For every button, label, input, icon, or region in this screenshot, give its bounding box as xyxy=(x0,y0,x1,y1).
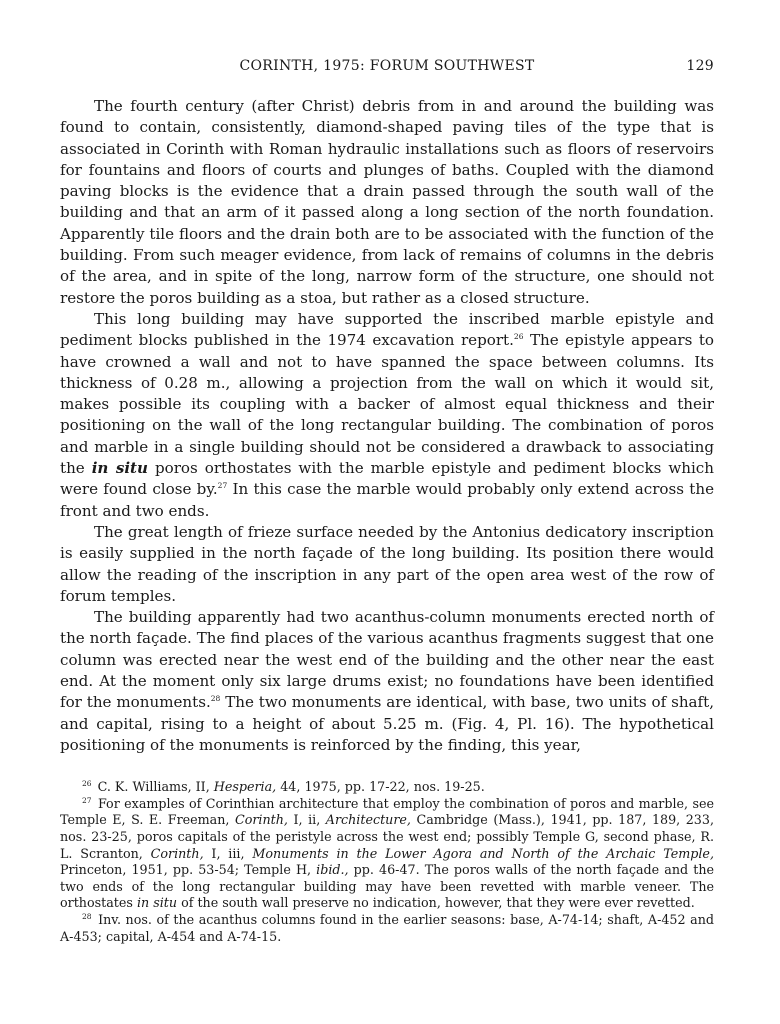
paragraph-2-italic: in situ xyxy=(91,459,148,478)
running-head xyxy=(60,58,714,78)
footnote-26-italic-1: Hesperia, xyxy=(213,779,277,795)
footnote-ref-26[interactable]: 26 xyxy=(513,332,524,342)
page-number: 129 xyxy=(686,58,714,74)
paragraph-2-text-b: The epistyle appears to have crowned a wall and not to have spanned the space between columns. Its thickness of 0.28 m., allowing a projection from the wall on which it would sit, makes possible its coupling with a backer of almost equal thickness and their positioning on the wall of the long rectangular building. The combination of poros and marble in a single building should not be considered a drawback to associating the xyxy=(60,331,714,478)
footnote-27-italic-5: ibid., xyxy=(316,862,349,878)
footnote-28-text-1: Inv. nos. of the acanthus columns found in the earlier seasons: base, A-74-14; shaft, A-452 and A-453; capital, A-454 and A-74-15. xyxy=(60,911,714,944)
paragraph-2-text-c: poros orthostates with the marble epistyle and pediment blocks which were found close by. xyxy=(60,459,714,499)
page xyxy=(60,58,714,945)
footnote-27-text-6: pp. 46-47. The poros walls of the north façade and the two ends of the long rectangular building may have been revetted with marble veneer. The orthostates xyxy=(60,862,714,911)
body-text xyxy=(60,96,714,756)
footnote-27-mark: 27 xyxy=(82,795,92,805)
footnote-27-italic-1: Corinth, xyxy=(235,812,288,828)
paragraph-2 xyxy=(60,309,714,522)
paragraph-2-text-d: In this case the marble would probably only extend across the front and two ends. xyxy=(60,480,715,520)
paragraph-4-text-a: The building apparently had two acanthus-column monuments erected north of the north façade. The find places of the various acanthus fragments suggest that one column was erected near the west end of the building and the other near the east end. At the moment only six large drums exist; no foundations have been identified for the monuments. xyxy=(60,608,714,712)
footnote-27-text-3: Cambridge (Mass.), 1941, pp. 187, 189, 233, nos. 23-25, poros capitals of the peristyle across the west end; possibly Temple G, second phase, R. L. Scranton, xyxy=(60,812,714,861)
footnote-26-text-1: C. K. Williams, II, xyxy=(93,779,214,795)
footnote-26 xyxy=(60,779,714,796)
footnote-27-text-2: I, ii, xyxy=(287,812,326,828)
footnote-26-text-2: 44, 1975, pp. 17-22, nos. 19-25. xyxy=(276,779,485,795)
footnote-27-text-5: Princeton, 1951, pp. 53-54; Temple H, xyxy=(60,862,317,878)
footnote-27-text-7: of the south wall preserve no indication, however, that they were ever revetted. xyxy=(177,895,695,911)
footnote-28 xyxy=(60,912,714,945)
paragraph-4 xyxy=(60,607,714,756)
footnote-27-italic-2: Architecture, xyxy=(325,812,411,828)
footnote-27-italic-6: in situ xyxy=(136,895,178,911)
footnote-28-mark: 28 xyxy=(82,911,92,921)
footnote-ref-27[interactable]: 27 xyxy=(217,481,228,491)
footnote-27-text-1: For examples of Corinthian architecture that employ the combination of poros and marble, see Temple E, S. E. Freeman, xyxy=(60,795,714,828)
footnote-ref-28[interactable]: 28 xyxy=(210,694,221,704)
footnote-27 xyxy=(60,796,714,912)
paragraph-4-text-b: The two monuments are identical, with base, two units of shaft, and capital, rising to a height of about 5.25 m. (Fig. 4, Pl. 16). The hypothetical positioning of the monuments is reinforced by the finding, this year, xyxy=(60,693,714,754)
running-head-title: CORINTH, 1975: FORUM SOUTHWEST xyxy=(239,58,535,74)
footnote-27-text-4: I, iii, xyxy=(203,845,253,861)
paragraph-1: The fourth century (after Christ) debris from in and around the building was found to contain, consistently, diamond-shaped paving tiles of the type that is associated in Corinth with Roman hydraulic installations such as floors of reservoirs for fountains and floors of courts and plunges of baths. Coupled with the diamond paving blocks is the evidence that a drain passed through the south wall of the building and that an arm of it passed along a long section of the north foundation. Apparently tile floors and the drain both are to be associated with the function of the building. From such meager evidence, from lack of remains of columns in the debris of the area, and in spite of the long, narrow form of the structure, one should not restore the poros building as a stoa, but rather as a closed structure. xyxy=(60,97,714,307)
paragraph-3: The great length of frieze surface needed by the Antonius dedicatory inscription is easily supplied in the north façade of the long building. Its position there would allow the reading of the inscription in any part of the open area west of the row of forum temples. xyxy=(60,522,714,605)
footnote-26-mark: 26 xyxy=(82,778,92,788)
paragraph-2-text-a: This long building may have supported the inscribed marble epistyle and pediment blocks published in the 1974 excavation report. xyxy=(60,309,714,350)
footnote-27-italic-3: Corinth, xyxy=(150,845,204,861)
footnote-27-italic-4: Monuments in the Lower Agora and North of the Archaic Temple, xyxy=(252,845,714,861)
footnotes xyxy=(60,779,714,945)
